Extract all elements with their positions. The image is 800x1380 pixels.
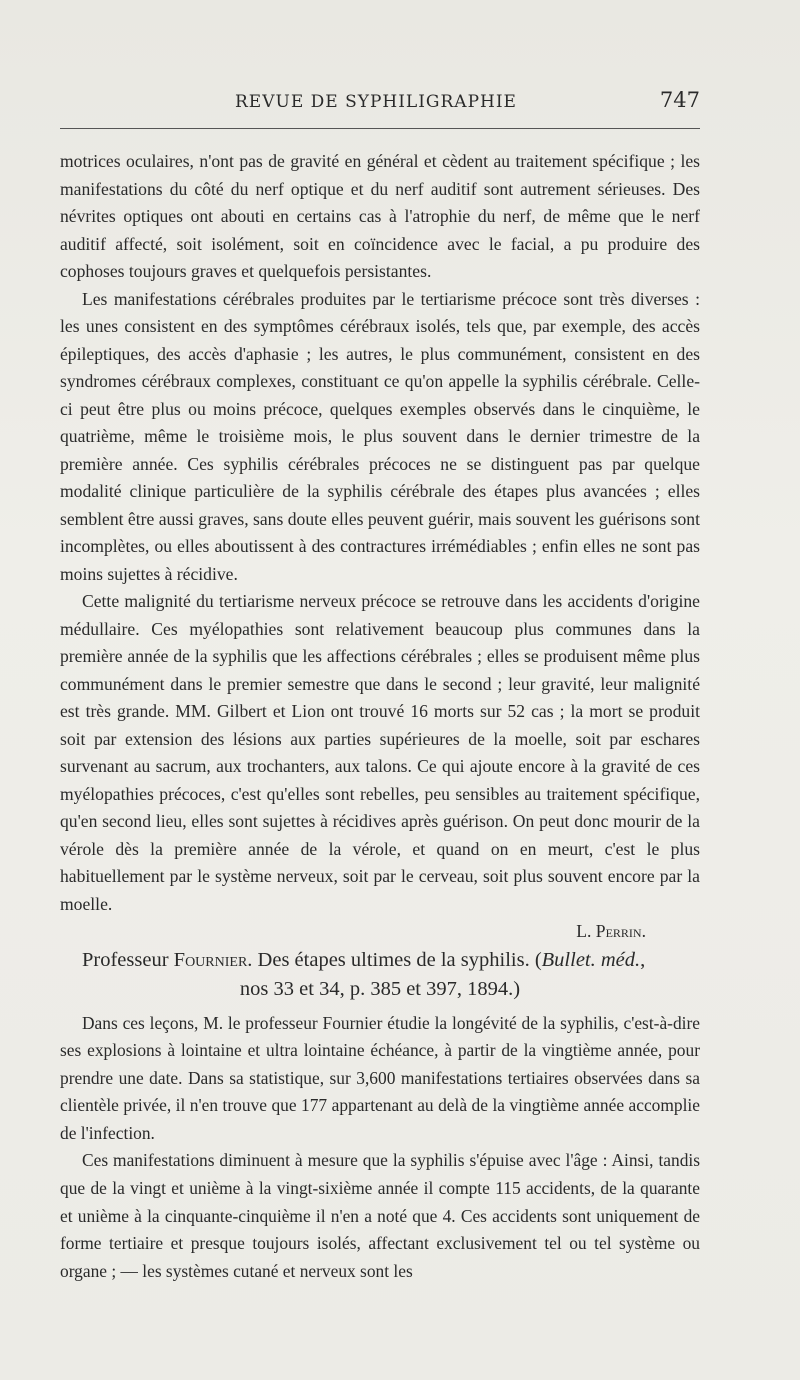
paragraph-2: Les manifestations cérébrales produites par le tertiarisme précoce sont très diverses : les unes consistent en des symptômes cérébraux isolés, tels que, par exemple, des accès épileptiques, des accès d'aphasie ; les autres, le plus communément, consistent en des syndromes cérébraux complexes, constituant ce qu'on appelle la syphilis cérébrale. Celle-ci peut être plus ou moins précoce, quelques exemples observés dans le cinquième, le quatrième, même le troisième mois, le plus souvent dans le dernier trimestre de la première année. Ces syphilis cérébrales précoces ne se distinguent pas par quelque modalité clinique particulière de la syphilis cérébrale des étapes plus avancées ; elles semblent être aussi graves, sans doute elles peuvent guérir, mais souvent les guérisons sont incomplètes, ou elles aboutissent à des contractures irrémédiables ; enfin elles ne sont pas moins sujettes à récidive. — [60, 288, 700, 584]
reference-author: Fournier. — [173, 948, 253, 971]
reference-title: Des étapes ultimes de la syphilis. ( — [252, 948, 542, 971]
paragraph-1: motrices oculaires, n'ont pas de gravité en général et cèdent au traitement spécifique ; les manifestations du côté du nerf optique et du nerf auditif sont autrement sérieuses. Des névrites optiques ont abouti en certains cas à l'atrophie du nerf, de même que le nerf auditif affecté, soit isolément, soit en coïncidence avec le facial, a pu produire des cophoses toujours graves et quelquefois persistantes. — [60, 151, 700, 281]
paragraph-4: Dans ces leçons, M. le professeur Fournier étudie la longévité de la syphilis, c'est-à-dire ses explosions à lointaine et ultra lointaine échéance, à partir de la vingtième année, pour prendre une date. Dans sa statistique, sur 3,600 manifestations tertiaires observées dans sa clientèle privée, il n'en trouve que 177 appartenant au delà de la vingtième année accomplie de l'infection. — [60, 1012, 700, 1143]
page-number: 747 — [659, 88, 700, 112]
reference-details: nos 33 et 34, p. 385 et 397, 1894.) — [239, 977, 521, 1000]
article-body — [60, 148, 700, 1285]
paragraph-3: Cette malignité du tertiarisme nerveux précoce se retrouve dans les accidents d'origine médullaire. Ces myélopathies sont relativement beaucoup plus communes dans la première année de la syphilis que les affections cérébrales ; elles se produisent même plus communément dans le premier semestre que dans le second ; leur gravité, leur malignité est très grande. MM. Gilbert et Lion ont trouvé 16 morts sur 52 cas ; la mort se produit soit par extension des lésions aux parties supérieures de la moelle, soit par eschares survenant au sacrum, aux trochanters, aux talons. Ce qui ajoute encore à la gravité de ces myélopathies précoces, c'est qu'elles sont rebelles, peu sensibles au traitement spécifique, qu'en second lieu, elles sont sujettes à récidives après guérison. On peut donc mourir de la vérole dès la première année de la vérole, et quand on en meurt, c'est le plus habituellement par le système nerveux, soit par le cerveau, soit plus souvent encore par la moelle. — [60, 591, 700, 914]
running-title: REVUE DE SYPHILIGRAPHIE — [235, 92, 517, 112]
page-header — [60, 84, 700, 124]
reference-heading — [60, 946, 700, 975]
author-signature: L. Perrin. — [576, 921, 646, 941]
paragraph-5: Ces manifestations diminuent à mesure que la syphilis s'épuise avec l'âge : Ainsi, tandis que de la vingt et unième à la vingt-sixième année il compte 115 accidents, de la quarante et unième à la cinquante-cinquième il n'en a noté que 4. Ces accidents sont uniquement de forme tertiaire et presque toujours isolés, affectant exclusivement tel ou tel système ou organe ; — les systèmes cutané et nerveux sont les — [60, 1150, 700, 1281]
reference-journal: Bullet. méd. — [541, 948, 641, 971]
reference-prefix: Professeur — [82, 948, 174, 971]
signature-line — [60, 918, 700, 946]
reference-comma: , — [640, 948, 646, 971]
header-rule — [60, 128, 700, 129]
